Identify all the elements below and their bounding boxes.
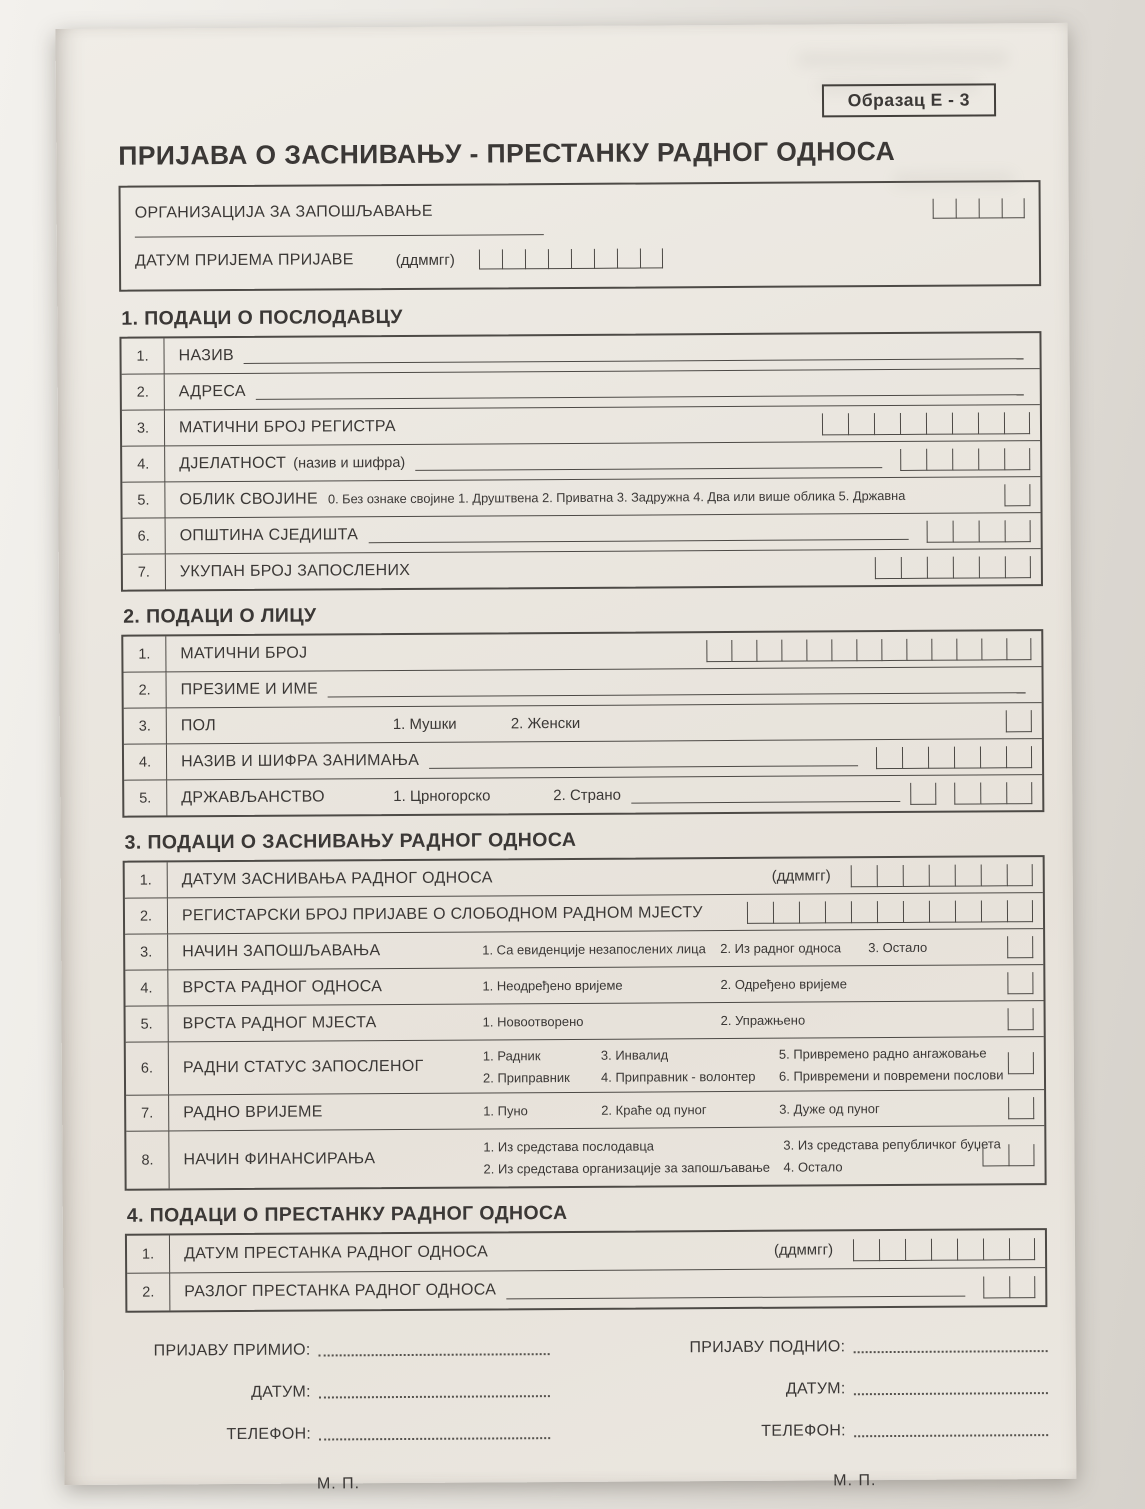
answer-cell xyxy=(980,782,1006,804)
signature-right-column xyxy=(660,1337,1048,1491)
section-4-heading: 4. ПОДАЦИ О ПРЕСТАНКУ РАДНОГ ОДНОСА xyxy=(126,1201,568,1227)
answer-cell xyxy=(1004,412,1030,434)
answer-cell xyxy=(874,412,900,434)
answer-cells xyxy=(851,864,1033,887)
option-label: 5. Привремено радно ангажовање xyxy=(778,1044,987,1062)
row-number: 1. xyxy=(123,636,166,671)
answer-cell xyxy=(979,556,1005,578)
option-label: 3. Инвалид xyxy=(600,1046,669,1063)
dotted-line xyxy=(854,1433,1048,1437)
answer-cell xyxy=(956,638,981,660)
row-label: ВРСТА РАДНОГ МЈЕСТА xyxy=(182,1013,377,1032)
answer-cell xyxy=(906,638,931,660)
signature-area xyxy=(126,1337,1049,1495)
row-number: 1. xyxy=(127,1235,170,1272)
row-label: НАЗИВ xyxy=(178,346,234,364)
option-label: 2. Из средстава организације за запошљавање xyxy=(483,1159,771,1177)
answer-cell xyxy=(1007,972,1033,994)
answer-cell xyxy=(617,249,640,269)
answer-cell xyxy=(901,556,927,578)
scanned-form-page xyxy=(56,23,1077,1493)
row-number: 1. xyxy=(121,338,164,373)
answer-cell xyxy=(706,639,731,661)
answer-cell xyxy=(856,639,881,661)
row-label: ДАТУМ ЗАСНИВАЊА РАДНОГ ОДНОСА xyxy=(181,868,493,888)
answer-cells xyxy=(706,638,1031,662)
answer-cell xyxy=(822,413,848,435)
row-label: НАЧИН ЗАПОШЉАВАЊА xyxy=(182,941,381,960)
section-2-heading: 2. ПОДАЦИ О ЛИЦУ xyxy=(123,604,317,628)
answer-cell xyxy=(910,782,936,804)
answer-cell xyxy=(926,448,952,470)
answer-cell xyxy=(1008,1097,1034,1119)
dotted-line xyxy=(854,1391,1048,1395)
page-showthrough-mark xyxy=(798,51,1008,66)
answer-cell xyxy=(548,249,571,269)
answer-cell xyxy=(983,1276,1009,1298)
date-received-label: ДАТУМ ПРИЈЕМА ПРИЈАВЕ xyxy=(134,251,354,270)
answer-cell xyxy=(877,864,903,886)
answer-cell xyxy=(502,249,525,269)
answer-cell xyxy=(979,198,1002,218)
answer-cell xyxy=(640,248,663,268)
form-row-maticni-broj-registra xyxy=(122,404,1040,446)
answer-cell xyxy=(926,412,952,434)
answer-cell xyxy=(929,900,955,922)
answer-cells xyxy=(1004,484,1030,506)
answer-cell xyxy=(905,1238,931,1260)
answer-cells xyxy=(876,746,1032,769)
row-label: УКУПАН БРОЈ ЗАПОСЛЕНИХ xyxy=(179,561,411,580)
answer-cell xyxy=(799,901,825,923)
fill-line xyxy=(328,691,1026,697)
answer-cell xyxy=(979,520,1005,542)
form-row-naziv xyxy=(121,333,1039,374)
answer-cell xyxy=(1007,936,1033,958)
fill-line xyxy=(506,1295,965,1300)
date-format-hint: (ддммгг) xyxy=(773,1241,834,1259)
row-number: 7. xyxy=(126,1095,169,1130)
row-label: МАТИЧНИ БРОЈ РЕГИСТРА xyxy=(178,417,396,436)
row-sublabel: (назив и шифра) xyxy=(293,454,406,472)
answer-cell xyxy=(953,556,979,578)
section-2-table xyxy=(121,629,1044,818)
row-number: 5. xyxy=(126,1006,169,1041)
row-label: МАТИЧНИ БРОЈ xyxy=(180,644,308,662)
page-showthrough-mark xyxy=(893,173,1013,186)
form-row-nacin-finansiranja xyxy=(126,1125,1044,1189)
answer-cell xyxy=(927,556,953,578)
answer-cells xyxy=(927,520,1031,543)
answer-cell xyxy=(955,864,981,886)
answer-cell xyxy=(594,249,617,269)
answer-cell xyxy=(927,520,953,542)
answer-cell xyxy=(773,901,799,923)
answer-cell xyxy=(902,746,928,768)
row-number: 6. xyxy=(126,1042,169,1094)
row-number: 4. xyxy=(124,744,167,779)
stamp-placeholder: М. П. xyxy=(316,1475,361,1493)
form-row-razlog-prestanka xyxy=(127,1267,1045,1311)
answer-cells xyxy=(1008,1008,1034,1030)
form-row-maticni-broj xyxy=(123,631,1041,672)
answer-cell xyxy=(525,249,548,269)
option-label: 1. Црногорско xyxy=(393,787,491,806)
answer-cells xyxy=(910,782,936,804)
answer-cells xyxy=(1006,710,1032,732)
answer-cells xyxy=(747,900,1033,924)
answer-cell xyxy=(952,412,978,434)
answer-cells xyxy=(875,556,1031,579)
signature-left-column xyxy=(126,1340,551,1495)
row-number: 4. xyxy=(125,970,168,1005)
answer-cells xyxy=(1008,1097,1034,1119)
option-grid xyxy=(482,1039,1004,1091)
answer-cell xyxy=(929,864,955,886)
option-label: 4. Приправник - волонтер xyxy=(600,1068,756,1085)
form-row-pol xyxy=(124,702,1042,744)
answer-cell xyxy=(1008,1144,1034,1166)
form-row-nacin-zaposljavanja xyxy=(125,928,1043,970)
received-by-label: ПРИЈАВУ ПРИМИО: xyxy=(153,1341,311,1360)
answer-cell xyxy=(875,556,901,578)
section-3-table xyxy=(123,855,1047,1191)
option-label: 2. Упражњено xyxy=(720,1012,806,1029)
row-label: ДРЖАВЉАНСТВО xyxy=(181,787,325,806)
answer-cell xyxy=(978,412,1004,434)
option-label: 1. Мушки xyxy=(392,715,457,734)
form-row-naziv-i-sifra-zanimanja xyxy=(124,738,1042,780)
answer-cell xyxy=(903,900,929,922)
row-number: 5. xyxy=(124,780,167,815)
date-format-hint: (ддммгг) xyxy=(395,251,455,269)
answer-cells xyxy=(982,1144,1034,1166)
answer-cell xyxy=(876,746,902,768)
fill-line xyxy=(415,466,882,471)
form-row-drzavljanstvo xyxy=(124,774,1042,816)
answer-cell xyxy=(980,746,1006,768)
answer-cell xyxy=(831,639,856,661)
answer-cell xyxy=(1004,484,1030,506)
answer-cells xyxy=(954,782,1032,804)
section-4-table xyxy=(125,1228,1047,1313)
answer-cell xyxy=(957,1238,983,1260)
fill-line xyxy=(244,357,1024,364)
answer-cell xyxy=(900,448,926,470)
org-code-cells xyxy=(933,198,1025,219)
row-label: ВРСТА РАДНОГ ОДНОСА xyxy=(182,977,383,996)
option-label: 6. Привремени и повремени послови xyxy=(778,1066,1004,1084)
stamp-placeholder: М. П. xyxy=(833,1472,877,1490)
form-row-vrsta-radnog-odnosa xyxy=(125,964,1043,1006)
answer-cell xyxy=(983,1238,1009,1260)
answer-cell xyxy=(903,864,929,886)
option-grid xyxy=(483,1131,1001,1183)
phone-label: ТЕЛЕФОН: xyxy=(226,1425,312,1444)
answer-cell xyxy=(1008,1052,1034,1074)
date-received-cells xyxy=(479,248,663,269)
answer-cell xyxy=(933,199,956,219)
form-row-ukupan-broj-zaposlenih xyxy=(123,548,1041,590)
answer-cell xyxy=(848,413,874,435)
row-label: РЕГИСТАРСКИ БРОЈ ПРИЈАВЕ О СЛОБОДНОМ РАДНОМ МЈЕСТУ xyxy=(181,903,703,924)
org-label: ОРГАНИЗАЦИЈА ЗА ЗАПОШЉАВАЊЕ xyxy=(134,202,433,222)
answer-cell xyxy=(1007,900,1033,922)
form-row-oblik-svojine xyxy=(122,476,1040,518)
form-row-registarski-broj xyxy=(125,892,1043,934)
option-label: 1. Из средстава послодавца xyxy=(483,1138,655,1155)
date-label: ДАТУМ: xyxy=(251,1383,311,1401)
fill-line xyxy=(429,764,858,769)
answer-cell xyxy=(1009,1276,1035,1298)
submitted-by-label: ПРИЈАВУ ПОДНИО: xyxy=(689,1338,846,1357)
answer-cell xyxy=(879,1238,905,1260)
answer-cells xyxy=(853,1238,1035,1261)
row-number: 6. xyxy=(123,518,166,553)
fill-line xyxy=(256,393,1024,400)
option-label: 2. Страно xyxy=(553,786,622,805)
answer-cell xyxy=(900,412,926,434)
answer-cell xyxy=(1006,638,1031,660)
answer-cells xyxy=(983,1276,1035,1298)
form-title: ПРИЈАВА О ЗАСНИВАЊУ - ПРЕСТАНКУ РАДНОГ ОДНОСА xyxy=(118,135,896,171)
answer-cell xyxy=(756,639,781,661)
answer-cell xyxy=(479,249,502,269)
form-row-adresa xyxy=(122,368,1040,410)
option-label: 1. Новоотворено xyxy=(482,1013,584,1030)
date-format-hint: (ддммгг) xyxy=(771,867,831,885)
row-label: РАДНИ СТАТУС ЗАПОСЛЕНОГ xyxy=(182,1057,424,1077)
row-label: АДРЕСА xyxy=(178,382,246,400)
row-number: 2. xyxy=(123,672,166,707)
option-label: 2. Одређено вријеме xyxy=(720,976,847,993)
form-row-prezime-i-ime xyxy=(123,666,1041,708)
row-number: 8. xyxy=(126,1131,169,1188)
answer-cell xyxy=(853,1239,879,1261)
answer-cell xyxy=(955,900,981,922)
row-label: ДАТУМ ПРЕСТАНКА РАДНОГ ОДНОСА xyxy=(183,1242,489,1262)
answer-cell xyxy=(781,639,806,661)
option-label: 2. Краће од пуног xyxy=(601,1102,707,1118)
answer-cell xyxy=(952,448,978,470)
row-number: 3. xyxy=(125,934,168,969)
phone-label: ТЕЛЕФОН: xyxy=(761,1422,846,1440)
section-1-heading: 1. ПОДАЦИ О ПОСЛОДАВЦУ xyxy=(121,305,403,330)
form-row-vrsta-radnog-mjesta xyxy=(126,1000,1044,1042)
row-number: 3. xyxy=(122,410,165,445)
header-box xyxy=(119,180,1042,292)
answer-cells xyxy=(1008,1052,1034,1074)
answer-cell xyxy=(981,900,1007,922)
option-label: 1. Радник xyxy=(482,1047,541,1064)
answer-cell xyxy=(981,864,1007,886)
inline-options: 0. Без ознаке својине 1. Друштвена 2. Приватна 3. Задружна 4. Два или више облика 5. Државна xyxy=(327,487,906,507)
row-number: 2. xyxy=(122,374,165,409)
dotted-line xyxy=(853,1349,1047,1353)
row-label: ПОЛ xyxy=(180,716,217,734)
answer-cell xyxy=(931,638,956,660)
answer-cell xyxy=(1005,520,1031,542)
answer-cell xyxy=(982,1144,1008,1166)
answer-cells xyxy=(900,448,1030,471)
option-label: 2. Из радног односа xyxy=(720,940,842,957)
row-label: ОБЛИК СВОЈИНЕ xyxy=(179,490,318,508)
row-label: НАЗИВ И ШИФРА ЗАНИМАЊА xyxy=(180,751,420,770)
answer-cell xyxy=(1009,1238,1035,1260)
option-label: 1. Са евиденције незапослених лица xyxy=(482,941,706,958)
row-number: 2. xyxy=(127,1273,170,1310)
answer-cell xyxy=(1007,864,1033,886)
row-number: 7. xyxy=(123,554,166,589)
option-label: 3. Из средстава републичког буџета xyxy=(783,1136,1001,1153)
option-label: 2. Приправник xyxy=(482,1069,570,1086)
section-1-table xyxy=(119,331,1043,592)
answer-cell xyxy=(954,782,980,804)
answer-cell xyxy=(1008,1008,1034,1030)
option-label: 3. Дуже од пуног xyxy=(779,1101,880,1117)
row-label: ПРЕЗИМЕ И ИМЕ xyxy=(180,680,319,698)
fill-line xyxy=(631,800,900,804)
option-label: 3. Остало xyxy=(868,939,928,956)
answer-cell xyxy=(851,901,877,923)
form-row-radni-status xyxy=(126,1036,1044,1095)
answer-cell xyxy=(825,901,851,923)
dotted-line xyxy=(319,1352,550,1356)
answer-cell xyxy=(954,746,980,768)
form-row-radno-vrijeme xyxy=(126,1089,1044,1131)
form-row-djelatnost xyxy=(122,440,1040,482)
row-number: 1. xyxy=(125,862,168,897)
date-label: ДАТУМ: xyxy=(785,1380,846,1398)
answer-cell xyxy=(731,639,756,661)
answer-cells xyxy=(1007,972,1033,994)
dotted-line xyxy=(319,1394,550,1398)
form-row-datum-prestanka xyxy=(127,1230,1045,1273)
row-number: 2. xyxy=(125,898,168,933)
dotted-line xyxy=(319,1436,550,1440)
option-label: 2. Женски xyxy=(510,714,581,733)
section-3-heading: 3. ПОДАЦИ О ЗАСНИВАЊУ РАДНОГ ОДНОСА xyxy=(124,828,577,854)
answer-cell xyxy=(806,639,831,661)
answer-cell xyxy=(1005,556,1031,578)
answer-cell xyxy=(1006,710,1032,732)
answer-cell xyxy=(928,746,954,768)
answer-cells xyxy=(1007,936,1033,958)
row-number: 3. xyxy=(124,708,167,743)
answer-cell xyxy=(1006,782,1032,804)
form-code-badge: Образац Е - 3 xyxy=(822,83,997,117)
answer-cells xyxy=(822,412,1030,435)
row-label: ДЈЕЛАТНОСТ xyxy=(179,454,287,472)
answer-cell xyxy=(1006,746,1032,768)
answer-cell xyxy=(571,249,594,269)
row-label: ОПШТИНА СЈЕДИШТА xyxy=(179,525,359,544)
row-label: РАЗЛОГ ПРЕСТАНКА РАДНОГ ОДНОСА xyxy=(184,1280,497,1300)
answer-cell xyxy=(978,448,1004,470)
row-label: РАДНО ВРИЈЕМЕ xyxy=(183,1102,323,1121)
form-row-datum-zasnivanja xyxy=(125,857,1043,898)
answer-cell xyxy=(747,901,773,923)
answer-cell xyxy=(1002,198,1025,218)
answer-cell xyxy=(1004,448,1030,470)
answer-cell xyxy=(956,198,979,218)
org-name-line xyxy=(135,233,544,238)
answer-cell xyxy=(877,900,903,922)
option-label: 4. Остало xyxy=(783,1159,843,1175)
form-row-opstina-sjedista xyxy=(123,512,1041,554)
answer-cell xyxy=(981,638,1006,660)
option-label: 1. Пуно xyxy=(483,1103,528,1119)
option-label: 1. Неодређено вријеме xyxy=(482,977,623,994)
fill-line xyxy=(368,538,909,543)
answer-cell xyxy=(881,638,906,660)
row-label: НАЧИН ФИНАНСИРАЊА xyxy=(183,1149,376,1168)
row-number: 4. xyxy=(122,446,165,481)
row-number: 5. xyxy=(122,482,165,517)
answer-cell xyxy=(851,865,877,887)
answer-cell xyxy=(931,1238,957,1260)
answer-cell xyxy=(953,520,979,542)
